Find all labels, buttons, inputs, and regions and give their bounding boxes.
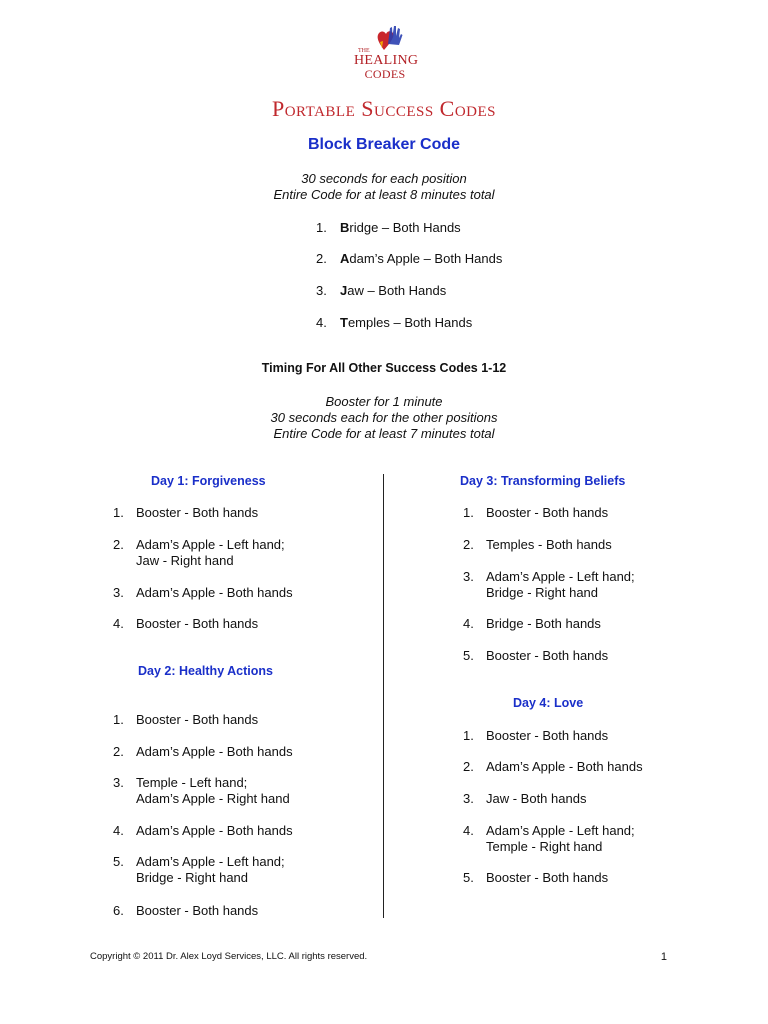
day3-title: Day 3: Transforming Beliefs <box>460 474 626 488</box>
block-breaker-note-1: 30 seconds for each position <box>301 171 467 186</box>
copyright-footer: Copyright © 2011 Dr. Alex Loyd Services, LLC. All rights reserved. <box>90 951 368 962</box>
column-divider <box>383 474 384 918</box>
page-number: 1 <box>660 951 667 963</box>
logo-healing: HEALING <box>354 53 419 68</box>
document-title: Portable Success Codes <box>271 96 497 121</box>
list-item: 6. Booster - Both hands <box>113 903 259 918</box>
list-item: 3. Temple - Left hand; Adam’s Apple - Right hand <box>113 775 290 806</box>
logo-codes: CODES <box>364 67 406 81</box>
day1-title: Day 1: Forgiveness <box>151 474 266 488</box>
list-item: 1. Booster - Both hands <box>113 505 259 520</box>
list-item: 3. Adam’s Apple - Both hands <box>113 585 293 600</box>
healing-codes-logo <box>354 22 419 84</box>
hand-heart-icon <box>374 22 404 52</box>
list-item: 3. Adam’s Apple - Left hand; Bridge - Right hand <box>463 569 635 600</box>
list-item: 2. Adam’s Apple - Left hand; Jaw - Right hand <box>113 537 285 568</box>
day2-title: Day 2: Healthy Actions <box>138 664 273 678</box>
block-breaker-item: 3. Jaw – Both Hands <box>316 283 447 298</box>
list-item: 4. Bridge - Both hands <box>463 616 601 631</box>
list-item: 4. Booster - Both hands <box>113 616 259 631</box>
block-breaker-title: Block Breaker Code <box>307 136 461 153</box>
list-item: 5. Adam’s Apple - Left hand; Bridge - Right hand <box>113 854 285 885</box>
block-breaker-item: 2. Adam’s Apple – Both Hands <box>316 251 503 266</box>
list-item: 4. Adam’s Apple - Left hand; Temple - Right hand <box>463 823 635 854</box>
timing-title: Timing For All Other Success Codes 1-12 <box>261 361 507 375</box>
list-item: 3. Jaw - Both hands <box>463 791 587 806</box>
list-item: 1. Booster - Both hands <box>113 712 259 727</box>
block-breaker-item: 1. Bridge – Both Hands <box>316 220 461 235</box>
list-item: 1. Booster - Both hands <box>463 505 609 520</box>
list-item: 5. Booster - Both hands <box>463 870 609 885</box>
logo-the: THE <box>358 48 370 54</box>
timing-note-2: 30 seconds each for the other positions <box>270 410 498 425</box>
list-item: 1. Booster - Both hands <box>463 728 609 743</box>
list-item: 2. Adam’s Apple - Both hands <box>463 759 643 774</box>
list-item: 4. Adam’s Apple - Both hands <box>113 823 293 838</box>
block-breaker-item: 4. Temples – Both Hands <box>316 315 473 330</box>
block-breaker-note-2: Entire Code for at least 8 minutes total <box>273 187 495 202</box>
list-item: 2. Temples - Both hands <box>463 537 612 552</box>
list-item: 2. Adam’s Apple - Both hands <box>113 744 293 759</box>
list-item: 5. Booster - Both hands <box>463 648 609 663</box>
timing-note-1: Booster for 1 minute <box>325 394 443 409</box>
day4-title: Day 4: Love <box>513 696 584 710</box>
timing-note-3: Entire Code for at least 7 minutes total <box>273 426 495 441</box>
